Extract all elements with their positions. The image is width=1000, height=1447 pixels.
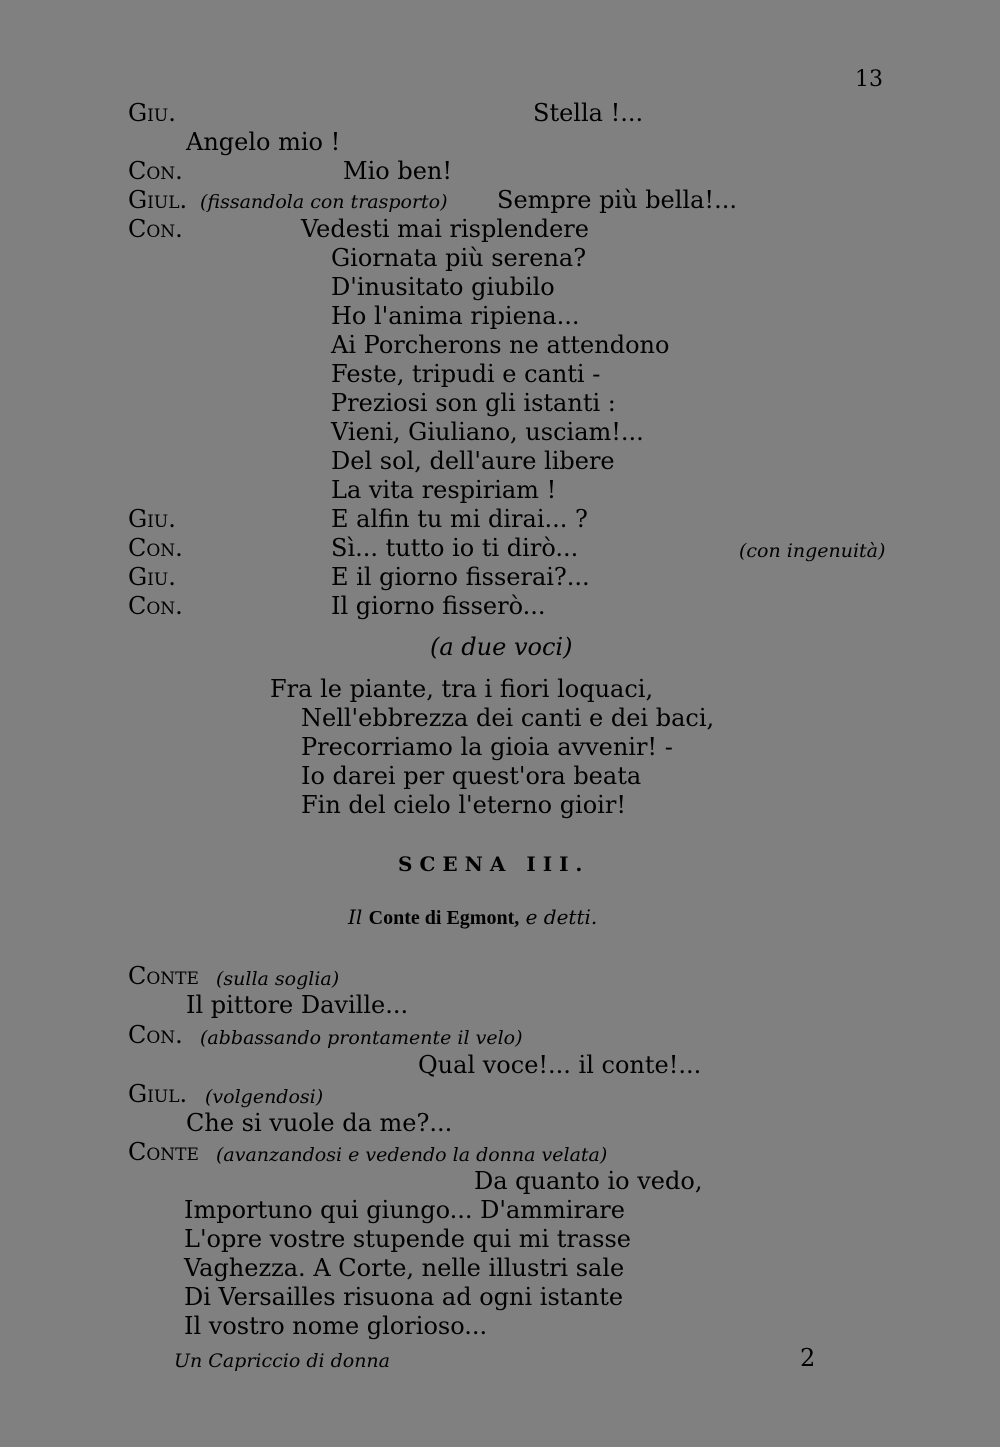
verse-line: Sì... tutto io ti dirò... [331,534,579,562]
verse-line: Vaghezza. A Corte, nelle illustri sale [184,1254,625,1282]
verse-line: Vedesti mai risplendere [301,215,589,243]
speaker-conte: Conte [128,1138,199,1166]
verse-line: Giornata più serena? [331,244,587,272]
verse-line: La vita respiriam ! [331,476,557,504]
verse-line: Io darei per quest'ora beata [301,762,642,790]
verse-line: Fin del cielo l'eterno gioir! [301,791,626,819]
speaker-con: Con. [128,592,183,620]
speaker-giul: Giul. [128,1080,188,1108]
speaker-con: Con. [128,215,183,243]
verse-line: Importuno qui giungo... D'ammirare [184,1196,625,1224]
verse-line: L'opre vostre stupende qui mi trasse [184,1225,632,1253]
speaker-conte: Conte [128,962,199,990]
verse-line: E alfin tu mi dirai... ? [331,505,588,533]
verse-line: Nell'ebbrezza dei canti e dei baci, [301,704,715,732]
speaker-con: Con. [128,1021,183,1049]
speaker-giul: Giul. [128,186,188,214]
speaker-con: Con. [128,157,183,185]
verse-line: Preziosi son gli istanti : [331,389,616,417]
scene-heading: SCENA III. [398,852,590,876]
verse-line: Ai Porcherons ne attendono [331,331,670,359]
verse-line: E il giorno fisserai?... [331,563,590,591]
verse-line: Vieni, Giuliano, usciam!... [331,418,644,446]
verse-line: Che si vuole da me?... [186,1109,453,1137]
verse-line: Stella !... [533,99,644,127]
stage-direction: (avanzandosi e vedendo la donna velata) [216,1144,608,1166]
page-number: 13 [855,67,883,92]
verse-line: Qual voce!... il conte!... [418,1051,702,1079]
verse-line: Il pittore Daville... [186,991,409,1019]
stage-direction: (fissandola con trasporto) [200,191,448,213]
verse-line: Di Versailles risuona ad ogni istante [184,1283,624,1311]
verse-line: Da quanto io vedo, [474,1167,703,1195]
scene-sub-character: Conte di Egmont, [368,907,520,929]
verse-line: Sempre più bella!... [497,186,737,214]
stage-direction: (con ingenuità) [739,540,886,562]
signature-mark: 2 [800,1344,816,1372]
stage-direction: (abbassando prontamente il velo) [200,1027,523,1049]
stage-direction: (volgendosi) [205,1086,324,1108]
verse-line: Precorriamo la gioia avvenir! - [301,733,673,761]
verse-line: Del sol, dell'aure libere [331,447,615,475]
speaker-giu: Giu. [128,99,176,127]
scene-subheading [348,903,597,932]
scene-sub-prefix: Il [348,905,363,929]
verse-line: Ho l'anima ripiena... [331,302,580,330]
stage-direction: (sulla soglia) [216,968,340,990]
speaker-giu: Giu. [128,505,176,533]
stage-direction: (a due voci) [430,633,573,661]
footer-title: Un Capriccio di donna [174,1350,390,1372]
verse-line: D'inusitato giubilo [331,273,555,301]
verse-line: Il giorno fisserò... [331,592,546,620]
scene-sub-suffix: e detti. [525,905,598,929]
verse-line: Fra le piante, tra i fiori loquaci, [270,675,654,703]
speaker-con: Con. [128,534,183,562]
verse-line: Feste, tripudi e canti - [331,360,601,388]
verse-line: Mio ben! [343,157,452,185]
verse-line: Angelo mio ! [186,128,341,156]
speaker-giu: Giu. [128,563,176,591]
verse-line: Il vostro nome glorioso... [184,1312,488,1340]
